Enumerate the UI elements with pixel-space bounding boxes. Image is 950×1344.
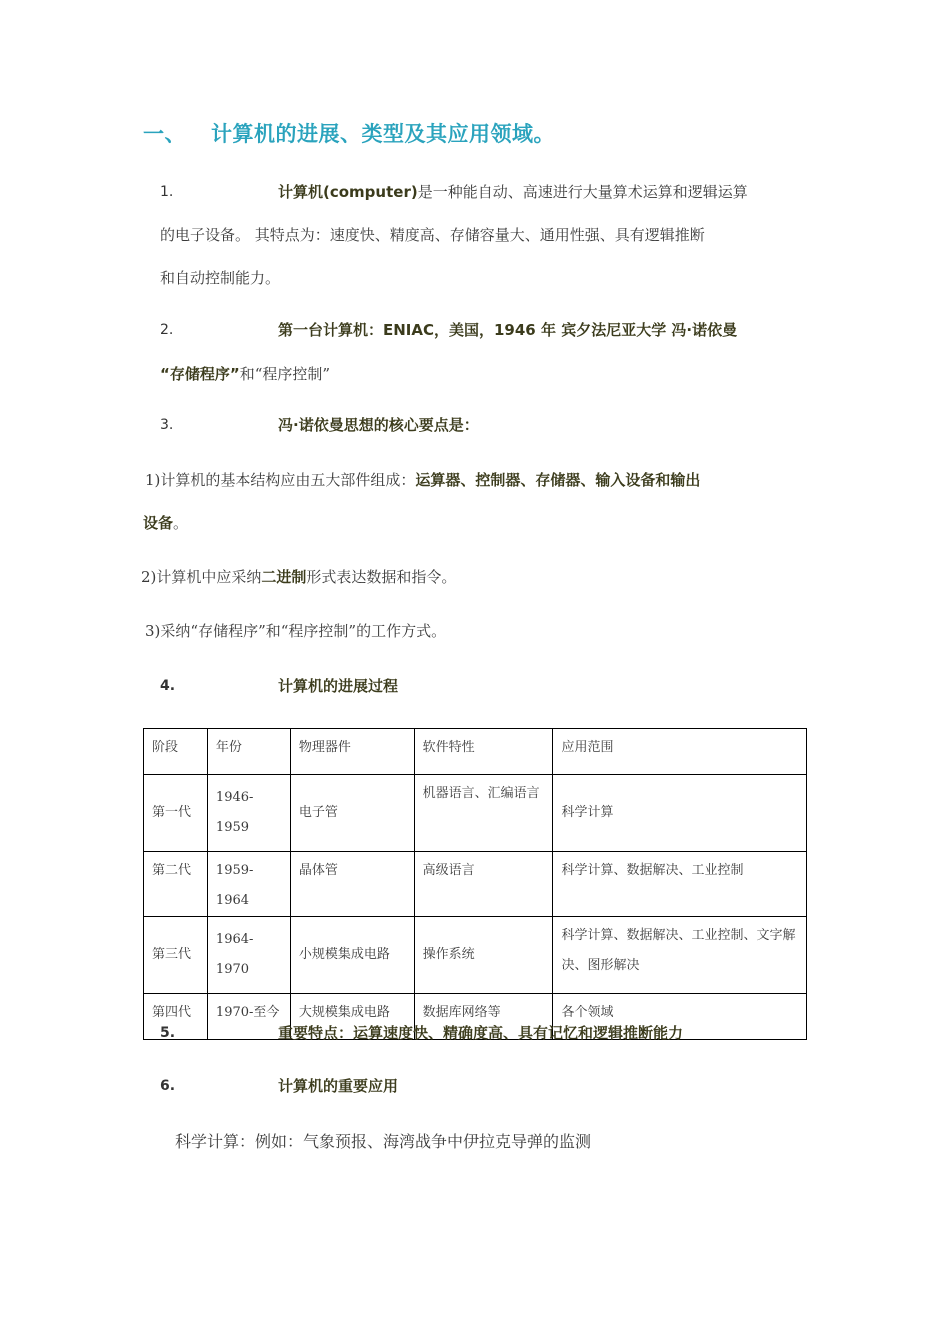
point-1-end: 。: [173, 514, 189, 532]
table-cell: 第一代: [144, 775, 208, 852]
item-number-6: 6.: [160, 1078, 176, 1094]
table-cell: 第三代: [144, 917, 208, 994]
table-cell: 大规模集成电路: [290, 994, 414, 1040]
computer-definition: 是一种能自动、高速进行大量算术运算和逻辑运算: [417, 183, 748, 201]
table-cell: 科学计算、数据解决、工业控制: [553, 852, 807, 917]
table-cell: 操作系统: [414, 917, 553, 994]
table-cell: 电子管: [290, 775, 414, 852]
table-cell: 高级语言: [414, 852, 553, 917]
table-cell: 1959-1964: [207, 852, 290, 917]
item-1-line-2: 的电子设备。 其特点为：速度快、精度高、存储容量大、通用性强、具有逻辑推断: [160, 226, 705, 244]
item-2-line-2: [160, 364, 330, 384]
scientific-computing-example: 科学计算：例如：气象预报、海湾战争中伊拉克导弹的监测: [175, 1132, 592, 1151]
computer-term: 计算机(computer): [278, 183, 418, 201]
point-2-prefix: 2)计算机中应采纳: [141, 568, 262, 586]
item-number-4: 4.: [160, 678, 176, 694]
section-heading: [143, 118, 555, 148]
stored-program-term: “存储程序”: [160, 365, 240, 383]
table-cell: 各个领域: [553, 994, 807, 1040]
item-number-1: 1.: [160, 184, 174, 200]
point-1-prefix: 1)计算机的基本结构应由五大部件组成：: [145, 471, 416, 489]
point-1-line-1: [145, 470, 700, 490]
item-number-2: 2.: [160, 322, 174, 338]
table-cell: 机器语言、汇编语言: [414, 775, 553, 852]
item-number-5: 5.: [160, 1025, 176, 1041]
table-header-cell: 软件特性: [414, 729, 553, 775]
table-cell: 第二代: [144, 852, 208, 917]
key-features: 重要特点：运算速度快、精确度高、具有记忆和逻辑推断能力: [278, 1024, 684, 1042]
point-2-binary: 二进制: [261, 568, 307, 586]
first-computer-line: 第一台计算机：ENIAC，美国，1946 年 宾夕法尼亚大学 冯·诺依曼: [278, 321, 738, 339]
computer-generations-table: [143, 728, 807, 1040]
evolution-title: 计算机的进展过程: [278, 677, 399, 695]
table-header-cell: 年份: [207, 729, 290, 775]
table-cell: 小规模集成电路: [290, 917, 414, 994]
table-row: [144, 775, 807, 852]
table-header-cell: 物理器件: [290, 729, 414, 775]
item-1-line-1: [278, 182, 748, 202]
table-row: [144, 852, 807, 917]
table-cell: 1964-1970: [207, 917, 290, 994]
table-cell: 1946-1959: [207, 775, 290, 852]
table-header-cell: 阶段: [144, 729, 208, 775]
item-number-3: 3.: [160, 417, 174, 433]
program-control-term: 和“程序控制”: [239, 365, 331, 383]
table-cell: 1970-至今: [207, 994, 290, 1040]
table-cell: 科学计算、数据解决、工业控制、文字解决、图形解决: [553, 917, 807, 994]
von-neumann-title: 冯·诺依曼思想的核心要点是：: [278, 416, 479, 434]
point-1-components: 运算器、控制器、存储器、输入设备和输出: [415, 471, 701, 489]
point-1-components-cont: 设备: [143, 514, 174, 532]
table-cell: 晶体管: [290, 852, 414, 917]
table-cell: 科学计算: [553, 775, 807, 852]
table-cell: 数据库网络等: [414, 994, 553, 1040]
point-1-line-2: [143, 513, 188, 533]
table-header-cell: 应用范围: [553, 729, 807, 775]
item-1-line-3: 和自动控制能力。: [160, 269, 281, 287]
table-cell: 第四代: [144, 994, 208, 1040]
point-3: 3)采纳“存储程序”和“程序控制”的工作方式。: [145, 622, 447, 640]
section-title: 计算机的进展、类型及其应用领域。: [211, 122, 555, 146]
point-2-rest: 形式表达数据和指令。: [306, 568, 457, 586]
table-row: [144, 917, 807, 994]
table-header-row: [144, 729, 807, 775]
point-2: [141, 567, 456, 587]
section-number: 一、: [143, 122, 186, 146]
applications-title: 计算机的重要应用: [278, 1077, 399, 1095]
